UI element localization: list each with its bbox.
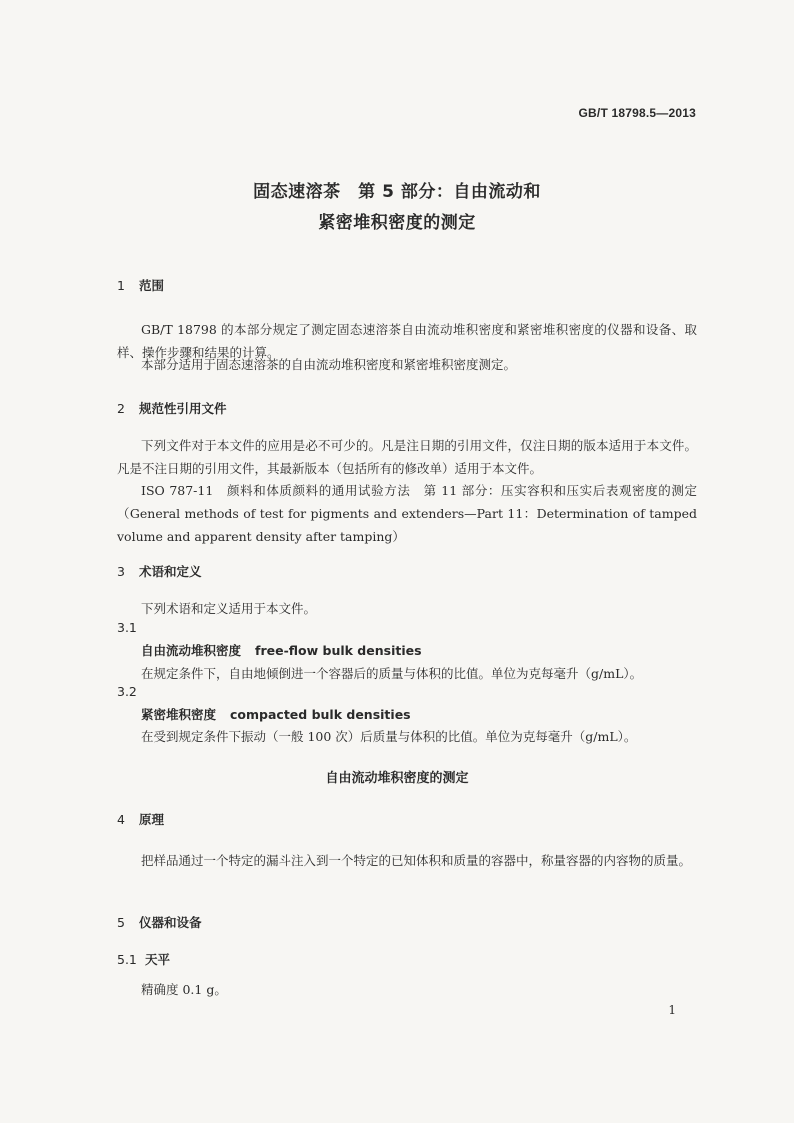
- section-1-paragraph-2: 本部分适用于固态速溶茶的自由流动堆积密度和紧密堆积密度测定。: [141, 357, 517, 372]
- section-title: 仪器和设备: [139, 915, 202, 930]
- section-title: 范围: [139, 278, 165, 293]
- section-title: 术语和定义: [139, 564, 202, 579]
- document-code: GB/T 18798.5—2013: [578, 106, 696, 120]
- document-title-line2: 紧密堆积密度的测定: [318, 213, 476, 233]
- section-4-heading: [117, 810, 164, 828]
- part-heading: 自由流动堆积密度的测定: [325, 771, 469, 786]
- term-3-2-number: 3.2: [117, 684, 137, 699]
- section-5-1-heading: [117, 950, 170, 968]
- term-3-2: [141, 705, 411, 723]
- section-5-1-text: 精确度 0.1 g。: [141, 982, 227, 997]
- section-3-paragraph-1: 下列术语和定义适用于本文件。: [141, 601, 317, 616]
- section-number: 5.1: [117, 952, 137, 967]
- term-chinese: 自由流动堆积密度: [141, 643, 242, 658]
- section-title: 天平: [145, 952, 171, 967]
- section-5-heading: [117, 913, 202, 931]
- section-2-reference: ISO 787-11 颜料和体质颜料的通用试验方法 第 11 部分：压实容积和压实后表观密度的测定（General methods of test for pigments and extenders—Part 11：Determination of tamped volume and apparent density after tamping）: [117, 483, 697, 544]
- document-title-line1: 固态速溶茶 第 5 部分：自由流动和: [253, 182, 541, 202]
- term-english: free-flow bulk densities: [255, 643, 422, 658]
- section-2-paragraph-1: 下列文件对于本文件的应用是必不可少的。凡是注日期的引用文件，仅注日期的版本适用于本文件。凡是不注日期的引用文件，其最新版本（包括所有的修改单）适用于本文件。: [117, 438, 697, 476]
- section-2-heading: [117, 399, 227, 417]
- section-title: 规范性引用文件: [139, 401, 227, 416]
- term-chinese: 紧密堆积密度: [141, 707, 217, 722]
- section-number: 5: [117, 915, 125, 930]
- page-number: 1: [668, 1003, 676, 1017]
- section-1-heading: [117, 276, 164, 294]
- section-number: 3: [117, 564, 125, 579]
- section-title: 原理: [139, 812, 165, 827]
- section-number: 4: [117, 812, 125, 827]
- term-3-1-definition: 在规定条件下，自由地倾倒进一个容器后的质量与体积的比值。单位为克每毫升（g/mL）。: [141, 666, 643, 681]
- term-3-2-definition: 在受到规定条件下振动（一般 100 次）后质量与体积的比值。单位为克每毫升（g/mL）。: [141, 729, 637, 744]
- term-english: compacted bulk densities: [230, 707, 411, 722]
- term-3-1-number: 3.1: [117, 620, 137, 635]
- section-3-heading: [117, 562, 202, 580]
- section-number: 2: [117, 401, 125, 416]
- section-1-paragraph-1: GB/T 18798 的本部分规定了测定固态速溶茶自由流动堆积密度和紧密堆积密度的仪器和设备、取样、操作步骤和结果的计算。: [117, 322, 697, 360]
- section-4-paragraph-1: 把样品通过一个特定的漏斗注入到一个特定的已知体积和质量的容器中，称量容器的内容物的质量。: [141, 853, 692, 868]
- section-number: 1: [117, 278, 125, 293]
- term-3-1: [141, 641, 422, 659]
